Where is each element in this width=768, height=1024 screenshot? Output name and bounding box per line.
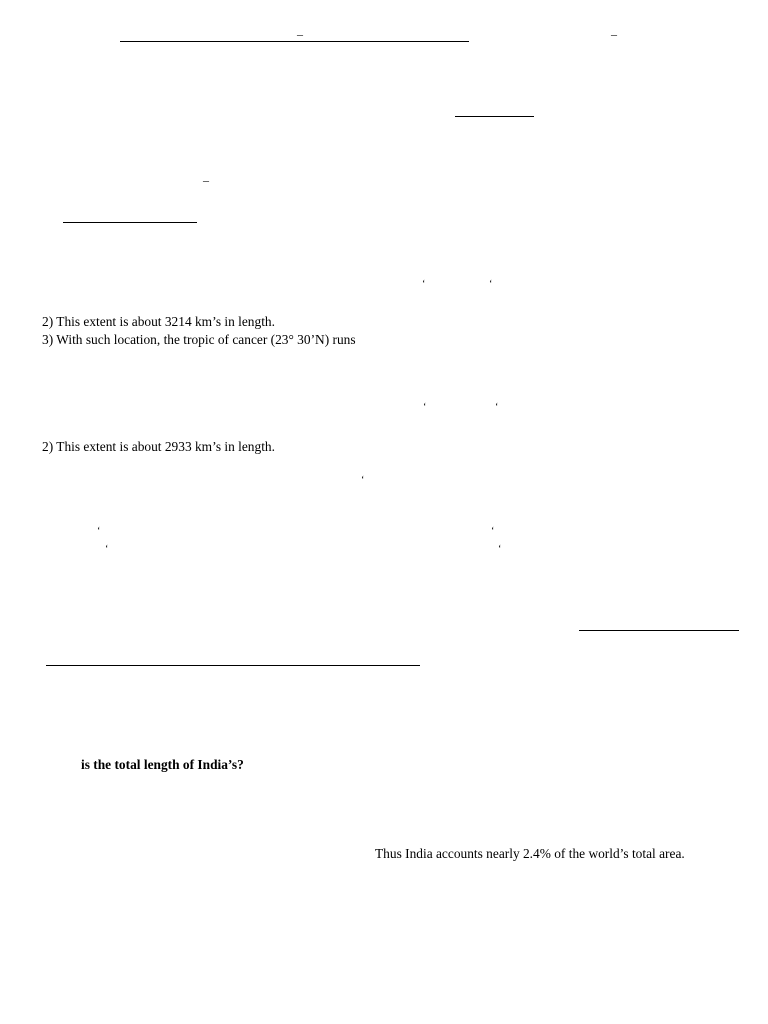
heading-underline-1	[120, 41, 469, 42]
text-line-area-share: Thus India accounts nearly 2.4% of the world’s total area.	[375, 846, 685, 861]
dash-mark: –	[203, 173, 209, 187]
dash-mark: –	[611, 27, 617, 41]
quote-mark: ‘	[105, 544, 109, 555]
quote-mark: ‘	[422, 279, 426, 290]
underline-3	[579, 630, 739, 631]
text-line-tropic-of-cancer: 3) With such location, the tropic of cancer (23° 30’N) runs	[42, 332, 356, 347]
quote-mark: ‘	[423, 402, 427, 413]
dash-mark: –	[297, 27, 303, 41]
question-heading: is the total length of India’s?	[81, 757, 244, 772]
quote-mark: ‘	[489, 279, 493, 290]
quote-mark: ‘	[361, 475, 365, 486]
quote-mark: ‘	[97, 526, 101, 537]
section-underline-1	[63, 222, 197, 223]
underline-2	[455, 116, 534, 117]
quote-mark: ‘	[498, 544, 502, 555]
text-line-extent-3214: 2) This extent is about 3214 km’s in length.	[42, 314, 275, 329]
quote-mark: ‘	[491, 526, 495, 537]
underline-4	[46, 665, 420, 666]
quote-mark: ‘	[495, 402, 499, 413]
text-line-extent-2933: 2) This extent is about 2933 km’s in length.	[42, 439, 275, 454]
